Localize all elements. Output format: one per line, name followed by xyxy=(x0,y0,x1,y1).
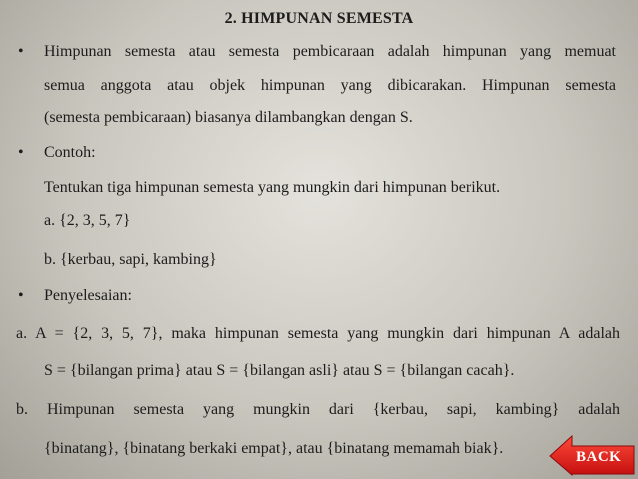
slide-title: 2. HIMPUNAN SEMESTA xyxy=(224,10,414,27)
solution-heading: Penyelesaian: xyxy=(44,287,132,304)
example-instruction: Tentukan tiga himpunan semesta yang mungkin dari himpunan berikut. xyxy=(44,179,501,196)
bullet-icon: • xyxy=(18,144,24,161)
example-item-a: a. {2, 3, 5, 7} xyxy=(44,212,131,229)
example-item-b: b. {kerbau, sapi, kambing} xyxy=(44,251,217,268)
bullet-icon: • xyxy=(18,43,24,60)
definition-line-2: semua anggota atau objek himpunan yang dibicarakan. Himpunan semesta xyxy=(44,77,616,94)
definition-line-3: (semesta pembicaraan) biasanya dilambangkan dengan S. xyxy=(44,109,413,126)
back-label: BACK xyxy=(576,449,622,465)
example-heading: Contoh: xyxy=(44,144,96,161)
solution-a-line-2: S = {bilangan prima} atau S = {bilangan asli} atau S = {bilangan cacah}. xyxy=(44,362,515,379)
back-button[interactable] xyxy=(548,434,636,476)
bullet-icon: • xyxy=(18,287,24,304)
solution-b-line-2: {binatang}, {binatang berkaki empat}, atau {binatang memamah biak}. xyxy=(44,440,504,457)
solution-b-line-1: b. Himpunan semesta yang mungkin dari {kerbau, sapi, kambing} adalah xyxy=(16,401,620,418)
definition-line-1: Himpunan semesta atau semesta pembicaraan adalah himpunan yang memuat xyxy=(44,43,616,60)
solution-a-line-1: a. A = {2, 3, 5, 7}, maka himpunan semesta yang mungkin dari himpunan A adalah xyxy=(16,325,620,342)
